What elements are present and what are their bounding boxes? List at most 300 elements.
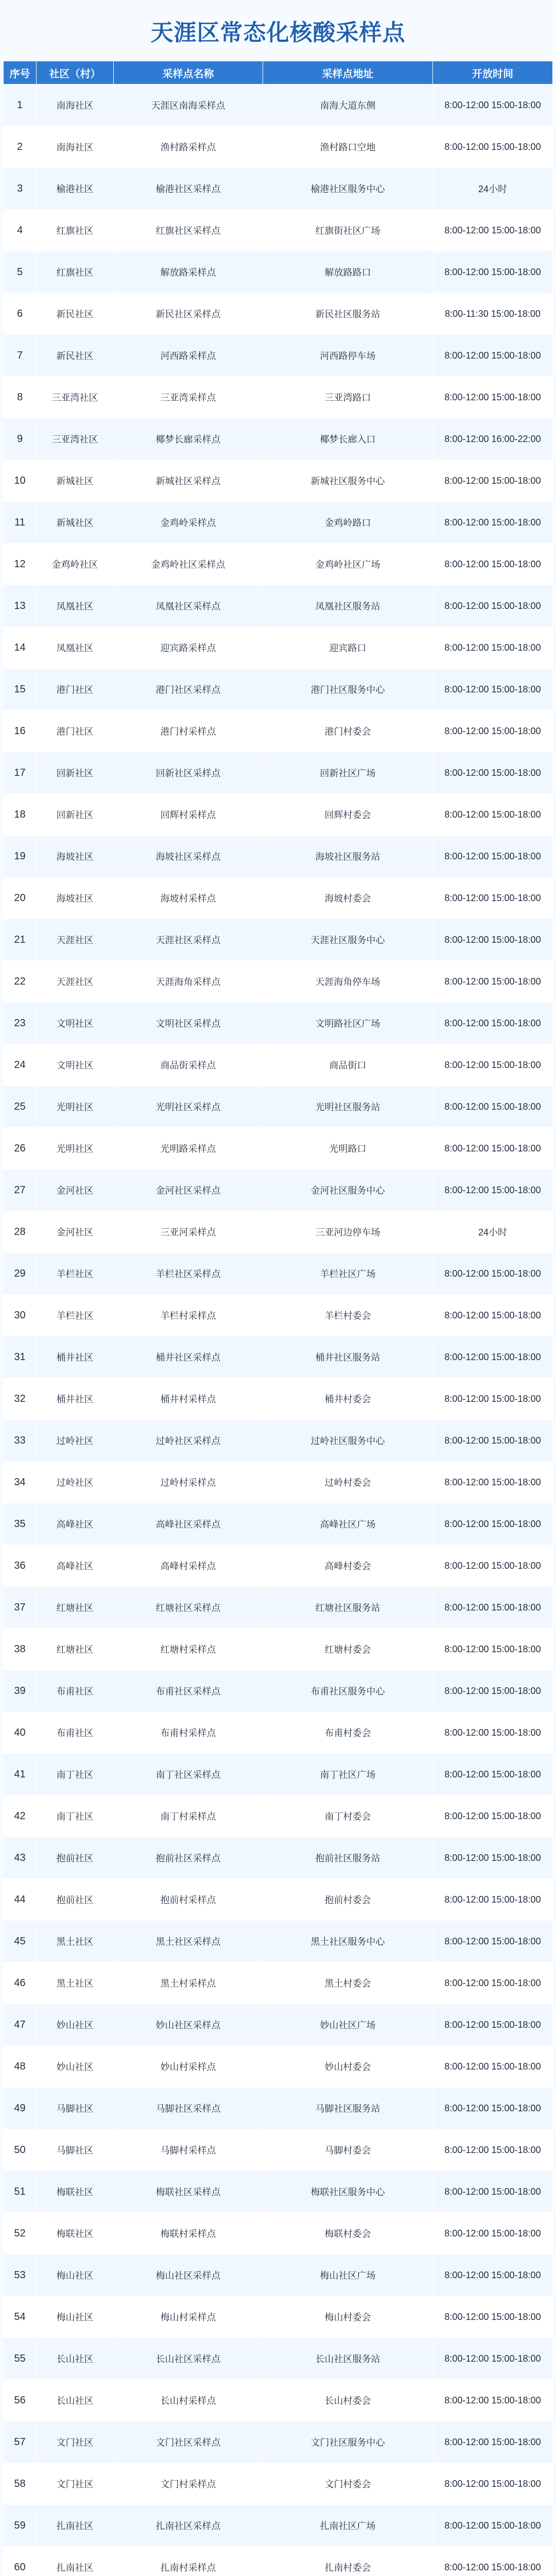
table-row [4,84,553,126]
cell-no: 21 [4,919,37,961]
cell-hours: 8:00-12:00 15:00-18:00 [433,2004,553,2046]
cell-community: 布甫社区 [37,1712,114,1754]
table-row [4,669,553,710]
cell-hours: 24小时 [433,168,553,210]
cell-address: 新城社区服务中心 [263,460,433,502]
cell-hours: 8:00-12:00 15:00-18:00 [433,1170,553,1211]
cell-point-name: 扎南村采样点 [114,2547,263,2576]
cell-no: 48 [4,2046,37,2088]
table-row [4,2171,553,2213]
table-row [4,502,553,544]
table-row [4,1754,553,1795]
cell-address: 红塘村委会 [263,1629,433,1670]
table-row [4,2296,553,2338]
table-row [4,1253,553,1295]
cell-community: 高峰社区 [37,1545,114,1587]
table-row [4,627,553,669]
cell-no: 16 [4,710,37,752]
cell-point-name: 梅联社区采样点 [114,2171,263,2213]
cell-hours: 8:00-12:00 15:00-18:00 [433,877,553,919]
cell-address: 高峰社区广场 [263,1503,433,1545]
cell-address: 新民社区服务站 [263,293,433,335]
cell-no: 39 [4,1670,37,1712]
cell-address: 港门村委会 [263,710,433,752]
cell-point-name: 长山村采样点 [114,2380,263,2421]
cell-point-name: 羊栏社区采样点 [114,1253,263,1295]
cell-no: 46 [4,1962,37,2004]
cell-address: 河西路停车场 [263,335,433,377]
cell-address: 三亚河边停车场 [263,1211,433,1253]
cell-community: 过岭社区 [37,1462,114,1503]
header-cell-point-name: 采样点名称 [114,61,263,84]
cell-point-name: 高峰村采样点 [114,1545,263,1587]
cell-community: 红塘社区 [37,1587,114,1629]
cell-community: 羊栏社区 [37,1295,114,1336]
cell-community: 梅联社区 [37,2213,114,2255]
header-cell-no: 序号 [4,61,37,84]
cell-no: 25 [4,1086,37,1128]
table-row [4,1712,553,1754]
cell-no: 52 [4,2213,37,2255]
page-title: 天涯区常态化核酸采样点 [150,20,406,45]
cell-address: 妙山社区广场 [263,2004,433,2046]
table-row [4,1879,553,1921]
cell-point-name: 红塘村采样点 [114,1629,263,1670]
cell-community: 回新社区 [37,752,114,794]
header-row [4,61,553,84]
cell-address: 金鸡岭路口 [263,502,433,544]
cell-address: 马脚社区服务站 [263,2088,433,2129]
cell-point-name: 妙山社区采样点 [114,2004,263,2046]
cell-no: 11 [4,502,37,544]
table-row [4,877,553,919]
cell-community: 新民社区 [37,293,114,335]
cell-community: 文门社区 [37,2463,114,2505]
cell-address: 梅联社区服务中心 [263,2171,433,2213]
cell-hours: 8:00-12:00 15:00-18:00 [433,1545,553,1587]
cell-address: 高峰村委会 [263,1545,433,1587]
cell-hours: 8:00-12:00 15:00-18:00 [433,335,553,377]
cell-hours: 8:00-12:00 15:00-18:00 [433,2255,553,2296]
cell-address: 文门村委会 [263,2463,433,2505]
cell-address: 妙山村委会 [263,2046,433,2088]
cell-hours: 8:00-12:00 15:00-18:00 [433,1503,553,1545]
cell-hours: 8:00-12:00 15:00-18:00 [433,2129,553,2171]
cell-hours: 8:00-12:00 15:00-18:00 [433,1253,553,1295]
cell-community: 红旗社区 [37,251,114,293]
table-row [4,1378,553,1420]
cell-hours: 8:00-12:00 15:00-18:00 [433,585,553,627]
cell-address: 扎南村委会 [263,2547,433,2576]
cell-point-name: 梅山社区采样点 [114,2255,263,2296]
cell-community: 天涯社区 [37,961,114,1003]
cell-hours: 8:00-12:00 15:00-18:00 [433,377,553,418]
cell-hours: 8:00-12:00 15:00-18:00 [433,836,553,877]
table-row [4,1795,553,1837]
table-row [4,418,553,460]
cell-hours: 8:00-12:00 15:00-18:00 [433,1462,553,1503]
cell-community: 扎南社区 [37,2505,114,2547]
table-row [4,2380,553,2421]
cell-no: 12 [4,544,37,585]
cell-address: 海坡社区服务站 [263,836,433,877]
cell-point-name: 马脚村采样点 [114,2129,263,2171]
cell-community: 凤凰社区 [37,585,114,627]
table-row [4,752,553,794]
cell-no: 36 [4,1545,37,1587]
cell-hours: 8:00-12:00 15:00-18:00 [433,1629,553,1670]
cell-community: 红旗社区 [37,210,114,251]
cell-community: 光明社区 [37,1128,114,1170]
cell-no: 29 [4,1253,37,1295]
cell-no: 6 [4,293,37,335]
table-row [4,544,553,585]
cell-hours: 8:00-12:00 15:00-18:00 [433,2046,553,2088]
cell-hours: 8:00-12:00 15:00-18:00 [433,710,553,752]
cell-point-name: 抱前社区采样点 [114,1837,263,1879]
cell-hours: 8:00-12:00 15:00-18:00 [433,2547,553,2576]
sampling-points-table [3,61,553,2576]
cell-address: 长山社区服务站 [263,2338,433,2380]
cell-no: 56 [4,2380,37,2421]
cell-no: 54 [4,2296,37,2338]
cell-address: 迎宾路口 [263,627,433,669]
cell-address: 南丁村委会 [263,1795,433,1837]
cell-hours: 8:00-12:00 15:00-18:00 [433,251,553,293]
table-row [4,1003,553,1044]
cell-point-name: 红旗社区采样点 [114,210,263,251]
cell-point-name: 迎宾路采样点 [114,627,263,669]
cell-community: 海坡社区 [37,877,114,919]
table-row [4,1921,553,1962]
header-cell-hours: 开放时间 [433,61,553,84]
cell-point-name: 光明社区采样点 [114,1086,263,1128]
cell-address: 光明路口 [263,1128,433,1170]
cell-point-name: 南丁社区采样点 [114,1754,263,1795]
cell-no: 8 [4,377,37,418]
table-row [4,251,553,293]
cell-point-name: 榆港社区采样点 [114,168,263,210]
table-row [4,1545,553,1587]
cell-hours: 8:00-12:00 15:00-18:00 [433,1712,553,1754]
cell-no: 13 [4,585,37,627]
cell-no: 57 [4,2421,37,2463]
cell-community: 新城社区 [37,502,114,544]
cell-point-name: 三亚湾采样点 [114,377,263,418]
cell-community: 金河社区 [37,1170,114,1211]
table-row [4,2004,553,2046]
cell-address: 抱前社区服务站 [263,1837,433,1879]
cell-address: 红塘社区服务站 [263,1587,433,1629]
cell-no: 14 [4,627,37,669]
cell-address: 布甫社区服务中心 [263,1670,433,1712]
cell-hours: 8:00-12:00 15:00-18:00 [433,2088,553,2129]
table-row [4,961,553,1003]
cell-community: 马脚社区 [37,2088,114,2129]
cell-no: 28 [4,1211,37,1253]
cell-community: 港门社区 [37,669,114,710]
cell-hours: 8:00-12:00 16:00-22:00 [433,418,553,460]
cell-point-name: 天涯社区采样点 [114,919,263,961]
table-row [4,1420,553,1462]
cell-address: 三亚湾路口 [263,377,433,418]
table-row [4,1670,553,1712]
cell-hours: 8:00-12:00 15:00-18:00 [433,1879,553,1921]
cell-community: 桶井社区 [37,1378,114,1420]
cell-address: 羊栏社区广场 [263,1253,433,1295]
cell-hours: 8:00-12:00 15:00-18:00 [433,2421,553,2463]
cell-point-name: 光明路采样点 [114,1128,263,1170]
table-row [4,710,553,752]
table-row [4,585,553,627]
cell-hours: 8:00-12:00 15:00-18:00 [433,460,553,502]
cell-community: 妙山社区 [37,2046,114,2088]
cell-point-name: 桶井村采样点 [114,1378,263,1420]
cell-hours: 8:00-12:00 15:00-18:00 [433,961,553,1003]
cell-no: 10 [4,460,37,502]
cell-point-name: 过岭村采样点 [114,1462,263,1503]
cell-point-name: 金鸡岭社区采样点 [114,544,263,585]
cell-no: 15 [4,669,37,710]
cell-hours: 8:00-12:00 15:00-18:00 [433,1921,553,1962]
cell-community: 港门社区 [37,710,114,752]
cell-no: 32 [4,1378,37,1420]
cell-address: 南海大道东侧 [263,84,433,126]
cell-hours: 8:00-12:00 15:00-18:00 [433,752,553,794]
cell-no: 37 [4,1587,37,1629]
cell-address: 梅山社区广场 [263,2255,433,2296]
cell-hours: 8:00-12:00 15:00-18:00 [433,1587,553,1629]
cell-address: 扎南社区广场 [263,2505,433,2547]
cell-point-name: 新城社区采样点 [114,460,263,502]
cell-community: 抱前社区 [37,1879,114,1921]
cell-point-name: 黑土社区采样点 [114,1921,263,1962]
cell-no: 30 [4,1295,37,1336]
cell-community: 榆港社区 [37,168,114,210]
cell-no: 31 [4,1336,37,1378]
table-row [4,1044,553,1086]
cell-hours: 8:00-12:00 15:00-18:00 [433,669,553,710]
cell-no: 2 [4,126,37,168]
table-row [4,794,553,836]
cell-hours: 8:00-12:00 15:00-18:00 [433,1795,553,1837]
cell-hours: 8:00-12:00 15:00-18:00 [433,2296,553,2338]
cell-no: 60 [4,2547,37,2576]
cell-hours: 24小时 [433,1211,553,1253]
cell-point-name: 金河社区采样点 [114,1170,263,1211]
cell-point-name: 长山社区采样点 [114,2338,263,2380]
cell-community: 马脚社区 [37,2129,114,2171]
cell-community: 南海社区 [37,84,114,126]
cell-address: 回新社区广场 [263,752,433,794]
cell-no: 24 [4,1044,37,1086]
cell-hours: 8:00-12:00 15:00-18:00 [433,1086,553,1128]
cell-address: 港门社区服务中心 [263,669,433,710]
cell-hours: 8:00-12:00 15:00-18:00 [433,2463,553,2505]
cell-no: 38 [4,1629,37,1670]
cell-hours: 8:00-12:00 15:00-18:00 [433,126,553,168]
cell-address: 海坡村委会 [263,877,433,919]
table-row [4,2505,553,2547]
cell-hours: 8:00-12:00 15:00-18:00 [433,1128,553,1170]
cell-no: 20 [4,877,37,919]
cell-community: 高峰社区 [37,1503,114,1545]
cell-hours: 8:00-12:00 15:00-18:00 [433,1003,553,1044]
cell-no: 7 [4,335,37,377]
cell-address: 长山村委会 [263,2380,433,2421]
cell-point-name: 海坡社区采样点 [114,836,263,877]
table-row [4,919,553,961]
table-row [4,2463,553,2505]
cell-address: 羊栏村委会 [263,1295,433,1336]
table-row [4,126,553,168]
cell-address: 梅联村委会 [263,2213,433,2255]
cell-no: 9 [4,418,37,460]
table-row [4,2088,553,2129]
cell-no: 19 [4,836,37,877]
cell-hours: 8:00-12:00 15:00-18:00 [433,1837,553,1879]
cell-community: 金河社区 [37,1211,114,1253]
cell-address: 天涯海角停车场 [263,961,433,1003]
cell-community: 海坡社区 [37,836,114,877]
cell-community: 凤凰社区 [37,627,114,669]
table-row [4,2255,553,2296]
table-row [4,1211,553,1253]
cell-point-name: 桶井社区采样点 [114,1336,263,1378]
cell-address: 梅山村委会 [263,2296,433,2338]
table-row [4,1170,553,1211]
cell-point-name: 回新社区采样点 [114,752,263,794]
cell-point-name: 梅山村采样点 [114,2296,263,2338]
table-row [4,1587,553,1629]
cell-address: 金鸡岭社区广场 [263,544,433,585]
cell-hours: 8:00-12:00 15:00-18:00 [433,1670,553,1712]
cell-hours: 8:00-12:00 15:00-18:00 [433,794,553,836]
cell-community: 南丁社区 [37,1795,114,1837]
table-row [4,1629,553,1670]
cell-community: 新城社区 [37,460,114,502]
cell-address: 文门社区服务中心 [263,2421,433,2463]
cell-address: 黑土村委会 [263,1962,433,2004]
cell-community: 长山社区 [37,2338,114,2380]
cell-no: 59 [4,2505,37,2547]
cell-point-name: 扎南社区采样点 [114,2505,263,2547]
cell-community: 南丁社区 [37,1754,114,1795]
cell-no: 3 [4,168,37,210]
cell-point-name: 文明社区采样点 [114,1003,263,1044]
cell-point-name: 港门社区采样点 [114,669,263,710]
cell-address: 南丁社区广场 [263,1754,433,1795]
cell-no: 33 [4,1420,37,1462]
cell-address: 文明路社区广场 [263,1003,433,1044]
cell-community: 天涯社区 [37,919,114,961]
cell-community: 长山社区 [37,2380,114,2421]
cell-no: 35 [4,1503,37,1545]
cell-no: 47 [4,2004,37,2046]
cell-community: 梅山社区 [37,2255,114,2296]
table-row [4,1962,553,2004]
cell-address: 桶井社区服务站 [263,1336,433,1378]
cell-no: 43 [4,1837,37,1879]
cell-address: 布甫村委会 [263,1712,433,1754]
cell-point-name: 梅联村采样点 [114,2213,263,2255]
cell-point-name: 马脚社区采样点 [114,2088,263,2129]
cell-no: 17 [4,752,37,794]
cell-address: 榆港社区服务中心 [263,168,433,210]
cell-community: 文明社区 [37,1003,114,1044]
table-row [4,2046,553,2088]
cell-point-name: 椰梦长廊采样点 [114,418,263,460]
cell-hours: 8:00-12:00 15:00-18:00 [433,2171,553,2213]
cell-address: 马脚村委会 [263,2129,433,2171]
table-row [4,2338,553,2380]
cell-point-name: 港门村采样点 [114,710,263,752]
cell-hours: 8:00-12:00 15:00-18:00 [433,1962,553,2004]
cell-community: 桶井社区 [37,1336,114,1378]
cell-community: 回新社区 [37,794,114,836]
cell-no: 50 [4,2129,37,2171]
cell-hours: 8:00-12:00 15:00-18:00 [433,1044,553,1086]
cell-no: 42 [4,1795,37,1837]
table-row [4,460,553,502]
cell-no: 44 [4,1879,37,1921]
cell-no: 55 [4,2338,37,2380]
cell-address: 天涯社区服务中心 [263,919,433,961]
table-row [4,1128,553,1170]
cell-hours: 8:00-11:30 15:00-18:00 [433,293,553,335]
cell-hours: 8:00-12:00 15:00-18:00 [433,84,553,126]
cell-point-name: 文门村采样点 [114,2463,263,2505]
cell-point-name: 文门社区采样点 [114,2421,263,2463]
table-row [4,1837,553,1879]
cell-no: 41 [4,1754,37,1795]
cell-community: 扎南社区 [37,2547,114,2576]
cell-point-name: 天涯区南海采样点 [114,84,263,126]
table-row [4,1462,553,1503]
cell-no: 40 [4,1712,37,1754]
table-row [4,335,553,377]
cell-no: 26 [4,1128,37,1170]
cell-address: 渔村路口空地 [263,126,433,168]
cell-point-name: 海坡村采样点 [114,877,263,919]
cell-address: 黑土社区服务中心 [263,1921,433,1962]
header-cell-address: 采样点地址 [263,61,433,84]
cell-no: 22 [4,961,37,1003]
cell-community: 新民社区 [37,335,114,377]
cell-community: 文明社区 [37,1044,114,1086]
cell-address: 光明社区服务站 [263,1086,433,1128]
cell-community: 羊栏社区 [37,1253,114,1295]
cell-hours: 8:00-12:00 15:00-18:00 [433,919,553,961]
table-row [4,2421,553,2463]
cell-community: 光明社区 [37,1086,114,1128]
table-row [4,210,553,251]
cell-point-name: 布甫村采样点 [114,1712,263,1754]
cell-community: 抱前社区 [37,1837,114,1879]
cell-address: 解放路路口 [263,251,433,293]
cell-no: 4 [4,210,37,251]
header-cell-community: 社区（村） [37,61,114,84]
cell-no: 45 [4,1921,37,1962]
cell-community: 南海社区 [37,126,114,168]
cell-point-name: 红塘社区采样点 [114,1587,263,1629]
cell-hours: 8:00-12:00 15:00-18:00 [433,1295,553,1336]
table-row [4,1086,553,1128]
cell-no: 18 [4,794,37,836]
cell-community: 红塘社区 [37,1629,114,1670]
cell-community: 金鸡岭社区 [37,544,114,585]
cell-no: 51 [4,2171,37,2213]
